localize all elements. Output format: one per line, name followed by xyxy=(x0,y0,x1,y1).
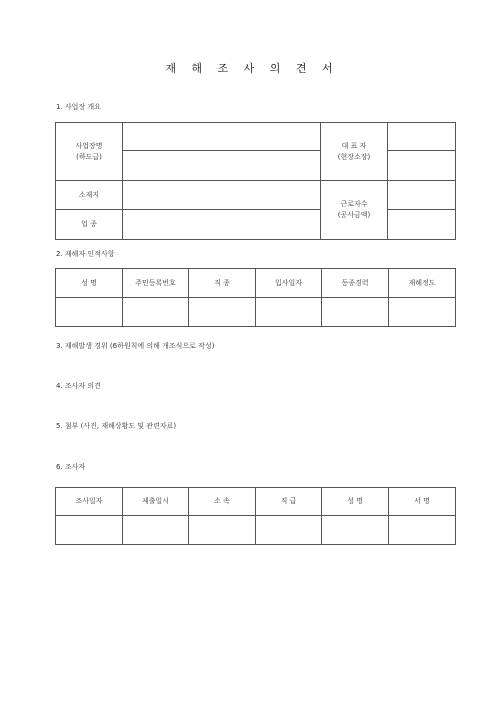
section-6-heading: 6. 조사자 xyxy=(56,463,86,471)
site-manager-value-cell[interactable] xyxy=(388,151,456,181)
industry-label: 업 종 xyxy=(56,210,123,240)
representative-value-cell[interactable] xyxy=(388,123,456,151)
victim-header-occupation: 직 종 xyxy=(189,269,256,298)
workers-label-text: 근로자수 xyxy=(340,200,368,208)
document-title: 재 해 조 사 의 견 서 xyxy=(165,62,339,75)
section-5-heading: 5. 첨부 (사진, 재해상황도 및 관련자료) xyxy=(56,422,177,430)
representative-label xyxy=(321,123,388,181)
location-value-cell[interactable] xyxy=(123,181,321,210)
workplace-name-label xyxy=(56,123,123,181)
victim-info-table xyxy=(55,268,456,327)
victim-header-experience: 동종경력 xyxy=(322,269,389,298)
victim-header-resident-number: 주민등록번호 xyxy=(123,269,189,298)
victim-name-cell[interactable] xyxy=(56,298,123,327)
investigator-table xyxy=(55,487,456,545)
subcontract-value-cell[interactable] xyxy=(123,151,321,181)
investigator-signature-cell[interactable] xyxy=(389,516,456,545)
victim-header-hire-date: 입사일자 xyxy=(256,269,322,298)
victim-hire-date-cell[interactable] xyxy=(256,298,322,327)
workers-value-cell[interactable] xyxy=(388,181,456,210)
workers-sublabel: (공사금액) xyxy=(337,211,371,219)
victim-resident-number-cell[interactable] xyxy=(123,298,189,327)
investigator-submitted-cell[interactable] xyxy=(123,516,189,545)
victim-occupation-cell[interactable] xyxy=(189,298,256,327)
workplace-name-label-text: 사업장명 xyxy=(75,141,103,150)
investigator-date-cell[interactable] xyxy=(56,516,123,545)
workplace-overview-table xyxy=(55,122,456,240)
investigator-header-affiliation: 소 속 xyxy=(189,488,256,516)
victim-injury-degree-cell[interactable] xyxy=(389,298,456,327)
investigator-affiliation-cell[interactable] xyxy=(189,516,256,545)
workers-label xyxy=(321,181,388,240)
investigator-header-date: 조사일자 xyxy=(56,488,123,516)
investigator-header-rank: 직 급 xyxy=(256,488,322,516)
section-2-heading: 2. 재해자 인적사항 xyxy=(56,250,115,258)
investigator-name-cell[interactable] xyxy=(322,516,389,545)
investigator-header-name: 성 명 xyxy=(322,488,389,516)
construction-amount-value-cell[interactable] xyxy=(388,210,456,240)
investigator-header-signature: 서 명 xyxy=(389,488,456,516)
workplace-name-value-cell[interactable] xyxy=(123,123,321,151)
victim-experience-cell[interactable] xyxy=(322,298,389,327)
industry-value-cell[interactable] xyxy=(123,210,321,240)
section-1-heading: 1. 사업장 개요 xyxy=(56,103,101,111)
victim-header-name: 성 명 xyxy=(56,269,123,298)
representative-label-text: 대 표 자 xyxy=(341,141,367,150)
section-3-heading: 3. 재해발생 경위 (6하원칙에 의해 개조식으로 작성) xyxy=(56,342,215,350)
representative-sublabel: (현장소장) xyxy=(337,152,371,161)
victim-header-injury-degree: 재해정도 xyxy=(389,269,456,298)
investigator-rank-cell[interactable] xyxy=(256,516,322,545)
workplace-name-sublabel: (하도급) xyxy=(76,152,102,161)
investigator-header-submitted: 제출일시 xyxy=(123,488,189,516)
section-4-heading: 4. 조사자 의견 xyxy=(56,382,101,390)
location-label: 소재지 xyxy=(56,181,123,210)
